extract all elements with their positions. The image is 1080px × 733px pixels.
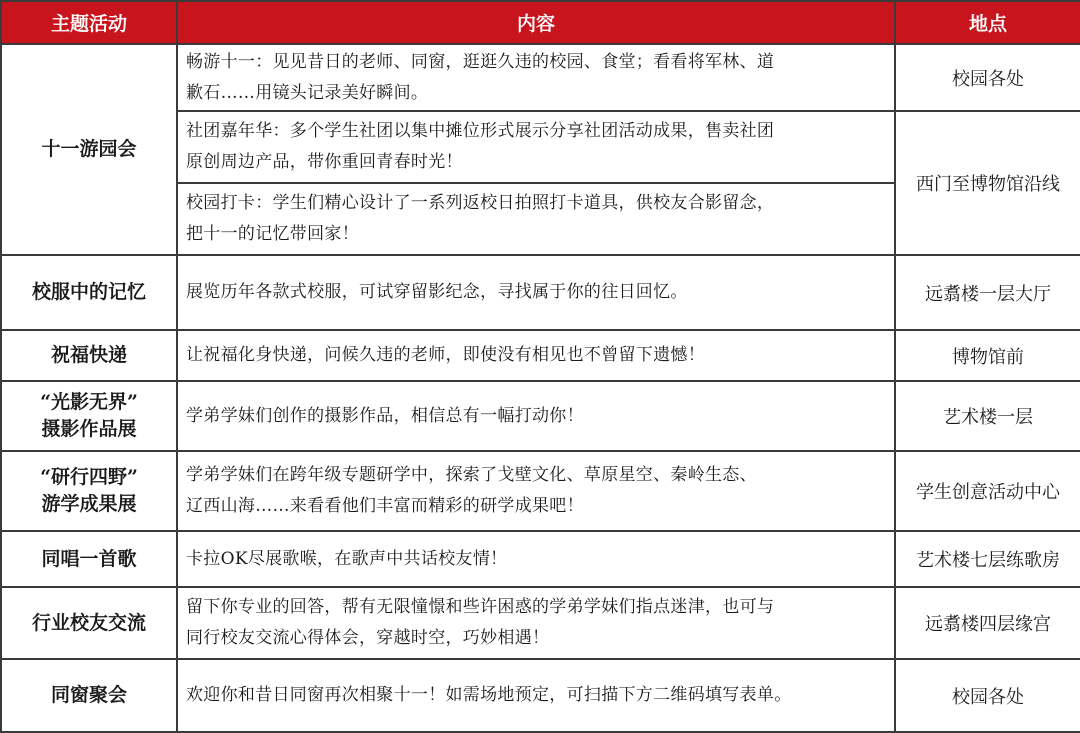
content-line: 展览历年各款式校服，可试穿留影纪念，寻找属于你的往日回忆。 bbox=[186, 282, 688, 302]
table-row bbox=[1, 659, 1080, 732]
location-cell: 校园各处 bbox=[895, 659, 1080, 732]
content-line: 把十一的记忆带回家！ bbox=[186, 224, 359, 244]
table-row bbox=[1, 451, 1080, 531]
content-line: 学弟学妹们创作的摄影作品，相信总有一幅打动你！ bbox=[186, 405, 584, 426]
activity-cell bbox=[1, 330, 177, 381]
activity-name: 同唱一首歌 bbox=[41, 547, 137, 570]
activity-name: 游学成果展 bbox=[41, 493, 137, 515]
activity-name: 校服中的记忆 bbox=[31, 281, 146, 303]
activity-name: 行业校友交流 bbox=[31, 611, 146, 634]
content-line: 学弟学妹们在跨年级专题研学中，探索了戈壁文化、草原星空、秦岭生态、 bbox=[186, 465, 757, 485]
activity-cell bbox=[1, 255, 177, 330]
header-activity: 主题活动 bbox=[1, 1, 177, 44]
location-cell: 博物馆前 bbox=[895, 330, 1080, 381]
header-location: 地点 bbox=[895, 1, 1080, 44]
content-line: 辽西山海……来看看他们丰富而精彩的研学成果吧！ bbox=[186, 496, 584, 516]
location-cell: 学生创意活动中心 bbox=[895, 451, 1080, 531]
content-line: 校园打卡：学生们精心设计了一系列返校日拍照打卡道具，供校友合影留念， bbox=[186, 193, 775, 213]
location-cell: 艺术楼一层 bbox=[895, 381, 1080, 451]
table-row bbox=[1, 587, 1080, 659]
table-row bbox=[1, 381, 1080, 451]
table-row bbox=[1, 531, 1080, 587]
location-cell: 校园各处 bbox=[895, 44, 1080, 111]
content-cell bbox=[177, 659, 895, 732]
content-line: 卡拉OK尽展歌喉，在歌声中共话校友情！ bbox=[186, 548, 508, 569]
activity-cell bbox=[1, 531, 177, 587]
content-cell bbox=[177, 381, 895, 451]
content-line: 社团嘉年华：多个学生社团以集中摊位形式展示分享社团活动成果，售卖社团 bbox=[186, 121, 775, 141]
content-cell bbox=[177, 451, 895, 531]
activity-name: “光影无界” bbox=[40, 391, 138, 413]
activity-cell bbox=[1, 451, 177, 531]
table-row bbox=[1, 330, 1080, 381]
content-line: 畅游十一：见见昔日的老师、同窗，逛逛久违的校园、食堂；看看将军林、道 bbox=[186, 51, 775, 72]
content-cell bbox=[177, 111, 895, 183]
content-cell bbox=[177, 44, 895, 111]
activity-name: “研行四野” bbox=[40, 466, 138, 488]
content-cell bbox=[177, 330, 895, 381]
location-cell: 艺术楼七层练歌房 bbox=[895, 531, 1080, 587]
content-line: 欢迎你和昔日同窗再次相聚十一！如需场地预定，可扫描下方二维码填写表单。 bbox=[186, 685, 792, 705]
activity-cell bbox=[1, 381, 177, 451]
activity-name: 十一游园会 bbox=[41, 138, 137, 160]
location-cell: 远翥楼一层大厅 bbox=[895, 255, 1080, 330]
content-cell bbox=[177, 587, 895, 659]
content-line: 歉石……用镜头记录美好瞬间。 bbox=[186, 82, 429, 103]
content-line: 原创周边产品，带你重回青春时光！ bbox=[186, 152, 463, 172]
content-cell bbox=[177, 255, 895, 330]
activity-name: 摄影作品展 bbox=[41, 418, 137, 440]
content-line: 留下你专业的回答，帮有无限憧憬和些许困惑的学弟学妹们指点迷津，也可与 bbox=[186, 597, 775, 617]
activity-cell bbox=[1, 44, 177, 255]
content-cell bbox=[177, 531, 895, 587]
content-line: 让祝福化身快递，问候久违的老师，即使没有相见也不曾留下遗憾！ bbox=[186, 345, 705, 365]
activity-name: 祝福快递 bbox=[50, 344, 127, 366]
header-row bbox=[1, 1, 1080, 44]
location-cell: 西门至博物馆沿线 bbox=[895, 111, 1080, 255]
activity-cell bbox=[1, 587, 177, 659]
table-row bbox=[1, 44, 1080, 111]
table-row bbox=[1, 255, 1080, 330]
content-line: 同行校友交流心得体会，穿越时空，巧妙相遇！ bbox=[186, 628, 550, 648]
header-content: 内容 bbox=[177, 1, 895, 44]
activity-cell bbox=[1, 659, 177, 732]
location-cell: 远翥楼四层缘宫 bbox=[895, 587, 1080, 659]
activity-name: 同窗聚会 bbox=[50, 684, 127, 706]
content-cell bbox=[177, 183, 895, 255]
